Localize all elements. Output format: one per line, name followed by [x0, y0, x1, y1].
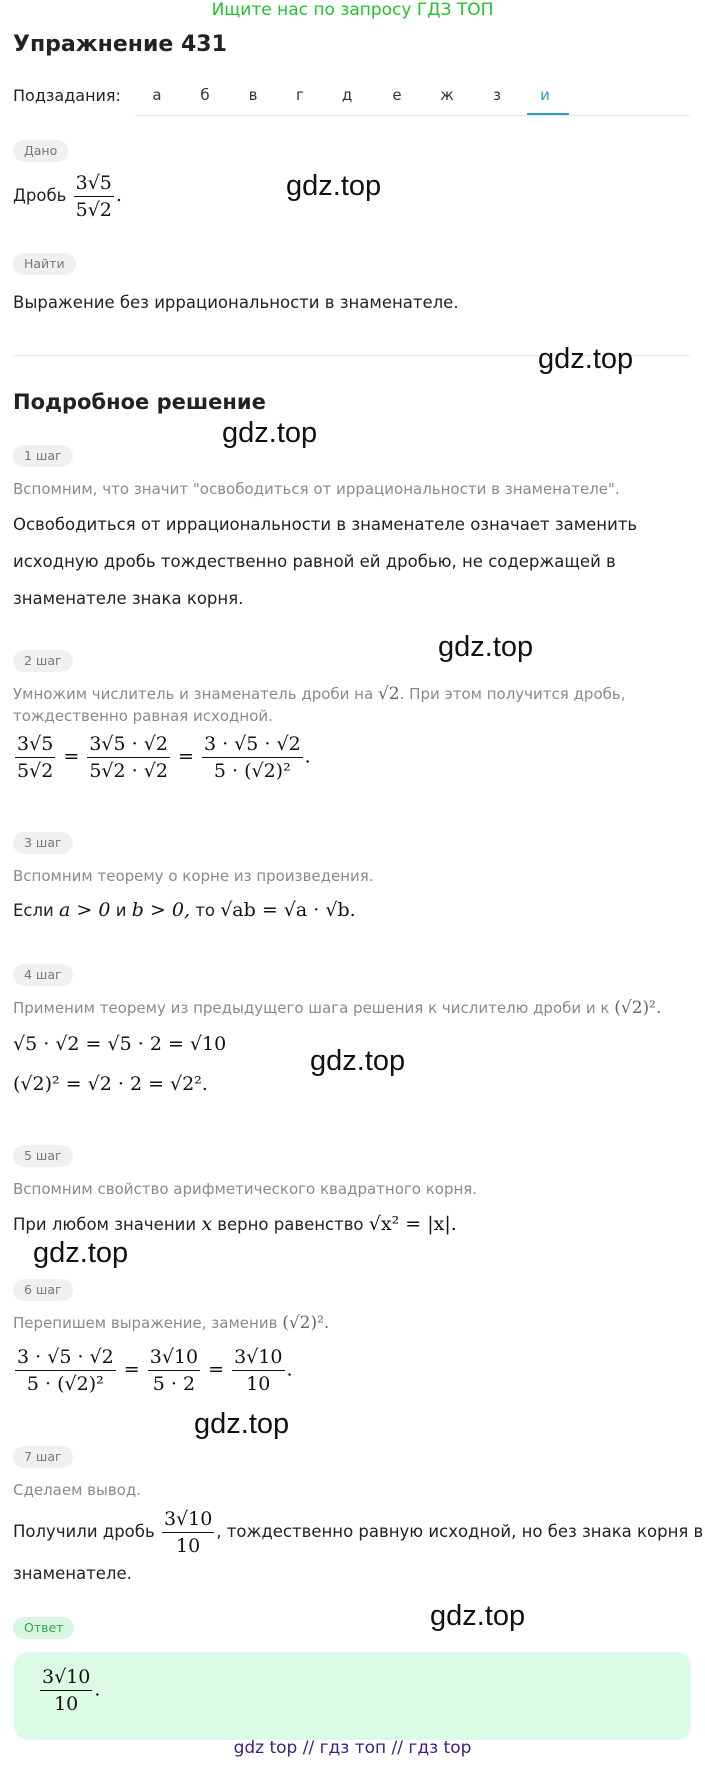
- given-badge: Дано: [13, 140, 68, 162]
- find-text: Выражение без иррациональности в знаменателе.: [13, 293, 459, 312]
- answer-fraction-num: 3√10: [40, 1666, 92, 1691]
- step-2-frac-3-den: 5 · (√2)²: [213, 760, 291, 782]
- step-2-frac-2: [87, 733, 170, 782]
- step-7-fraction-num: 3√10: [162, 1508, 214, 1533]
- answer-badge: Ответ: [13, 1617, 74, 1639]
- step-6-badge: 6 шаг: [13, 1279, 73, 1301]
- watermark: gdz.top: [222, 417, 318, 449]
- step-7-fraction-den: 10: [176, 1535, 201, 1557]
- step-3-formula: √ab = √a · √b.: [220, 899, 356, 921]
- step-6-frac-2-num: 3√10: [148, 1346, 200, 1371]
- watermark: gdz.top: [430, 1600, 526, 1632]
- step-5-text-a: При любом значении: [13, 1215, 197, 1234]
- given-prefix: Дробь: [13, 186, 67, 205]
- step-6-frac-1-den: 5 · (√2)²: [26, 1373, 104, 1395]
- tab-z[interactable]: з: [493, 86, 501, 104]
- watermark: gdz.top: [33, 1237, 129, 1269]
- step-3-cond-b: b > 0,: [131, 899, 190, 921]
- step-2-hint-text-a: Умножим числитель и знаменатель дроби на: [13, 685, 374, 703]
- step-2-equation: [13, 733, 311, 782]
- step-6-frac-2-den: 5 · 2: [152, 1373, 196, 1395]
- step-6-hint-text: Перепишем выражение, заменив: [13, 1314, 278, 1332]
- step-5-formula: √x² = |x|.: [368, 1213, 457, 1235]
- step-1-line-2: исходную дробь тождественно равной ей дробью, не содержащей в: [13, 552, 616, 571]
- step-7-statement: [13, 1508, 703, 1557]
- answer-box: [14, 1652, 691, 1740]
- step-7-hint: Сделаем вывод.: [13, 1481, 142, 1499]
- given-fraction-num: 3√5: [74, 172, 114, 197]
- active-tab-underline: [527, 113, 569, 115]
- step-2-badge: 2 шаг: [13, 650, 73, 672]
- step-4-line-1: √5 · √2 = √5 · 2 = √10: [13, 1033, 227, 1055]
- step-2-frac-3: [202, 733, 303, 782]
- given-fraction: [74, 172, 114, 221]
- answer-end: .: [94, 1678, 101, 1701]
- step-2-hint-line-2: тождественно равная исходной.: [13, 707, 273, 725]
- step-1-badge: 1 шаг: [13, 445, 73, 467]
- top-search-note: Ищите нас по запросу ГДЗ ТОП: [211, 0, 494, 20]
- answer-fraction-den: 10: [54, 1693, 79, 1715]
- tab-g[interactable]: г: [296, 86, 304, 104]
- step-2-frac-2-num: 3√5 · √2: [87, 733, 170, 758]
- step-2-hint-text-b: . При этом получится дробь,: [399, 685, 626, 703]
- step-6-end: .: [286, 1358, 293, 1381]
- step-3-word-esli: Если: [13, 901, 54, 920]
- step-6-frac-3: [232, 1346, 284, 1395]
- step-5-badge: 5 шаг: [13, 1145, 73, 1167]
- tab-i-active[interactable]: и: [540, 86, 550, 104]
- answer-fraction: [40, 1666, 92, 1715]
- tab-v[interactable]: в: [248, 86, 258, 104]
- step-2-frac-3-num: 3 · √5 · √2: [202, 733, 303, 758]
- step-6-hint-math: (√2)².: [282, 1313, 330, 1333]
- footer-links[interactable]: gdz top // гдз топ // гдз top: [233, 1738, 472, 1758]
- given-fraction-den: 5√2: [75, 199, 112, 221]
- step-2-frac-1-den: 5√2: [17, 760, 54, 782]
- step-1-line-3: знаменателе знака корня.: [13, 589, 244, 608]
- watermark: gdz.top: [438, 631, 534, 663]
- tab-a[interactable]: а: [152, 86, 162, 104]
- step-2-frac-1-num: 3√5: [15, 733, 55, 758]
- step-3-badge: 3 шаг: [13, 832, 73, 854]
- step-2-end: .: [304, 745, 311, 768]
- step-6-frac-1-num: 3 · √5 · √2: [15, 1346, 116, 1371]
- step-6-frac-1: [15, 1346, 116, 1395]
- step-5-var-x: x: [201, 1213, 213, 1235]
- step-1-hint: Вспомним, что значит "освободиться от иррациональности в знаменателе".: [13, 480, 620, 498]
- step-7-line-2: знаменателе.: [13, 1564, 132, 1583]
- step-6-eq-1: =: [123, 1358, 140, 1381]
- watermark: gdz.top: [538, 343, 634, 375]
- tabs-divider: [135, 115, 690, 116]
- watermark: gdz.top: [286, 170, 382, 202]
- step-5-hint: Вспомним свойство арифметического квадратного корня.: [13, 1180, 478, 1198]
- step-2-eq-2: =: [177, 745, 194, 768]
- step-4-line-2: (√2)² = √2 · 2 = √2².: [13, 1073, 208, 1095]
- step-4-hint-math: (√2)².: [614, 998, 662, 1018]
- step-4-hint: [13, 998, 661, 1018]
- tab-e[interactable]: е: [392, 86, 402, 104]
- subtasks-label: Подзадания:: [13, 86, 121, 105]
- step-5-text-b: верно равенство: [217, 1215, 364, 1234]
- tab-b[interactable]: б: [200, 86, 210, 104]
- step-4-badge: 4 шаг: [13, 964, 73, 986]
- step-7-suffix: , тождественно равную исходной, но без знака корня в: [216, 1522, 704, 1541]
- step-7-fraction: [162, 1508, 214, 1557]
- tab-zh[interactable]: ж: [440, 86, 454, 104]
- step-2-frac-1: [15, 733, 55, 782]
- given-statement: [13, 172, 122, 221]
- step-6-frac-3-num: 3√10: [232, 1346, 284, 1371]
- step-2-hint-math: √2: [377, 684, 400, 704]
- step-3-cond-a: a > 0: [59, 899, 111, 921]
- step-6-frac-2: [148, 1346, 200, 1395]
- step-4-hint-text: Применим теорему из предыдущего шага решения к числителю дроби и к: [13, 999, 610, 1017]
- step-6-hint: [13, 1313, 329, 1333]
- step-1-line-1: Освободиться от иррациональности в знаменателе означает заменить: [13, 515, 638, 534]
- step-6-frac-3-den: 10: [246, 1373, 271, 1395]
- tab-d[interactable]: д: [341, 86, 353, 104]
- step-7-badge: 7 шаг: [13, 1446, 73, 1468]
- step-2-frac-2-den: 5√2 · √2: [89, 760, 168, 782]
- step-3-word-to: то: [195, 901, 215, 920]
- step-2-eq-1: =: [63, 745, 80, 768]
- given-suffix: .: [115, 184, 122, 206]
- step-3-statement: [13, 899, 356, 921]
- step-7-prefix: Получили дробь: [13, 1522, 155, 1541]
- find-badge: Найти: [13, 253, 76, 275]
- solution-title: Подробное решение: [13, 390, 266, 414]
- step-3-hint: Вспомним теорему о корне из произведения.: [13, 867, 374, 885]
- watermark: gdz.top: [194, 1408, 290, 1440]
- watermark: gdz.top: [310, 1045, 406, 1077]
- step-2-hint-line-1: [13, 684, 625, 704]
- step-5-statement: [13, 1213, 457, 1235]
- step-3-word-i: и: [115, 901, 127, 920]
- answer-expression: [38, 1666, 100, 1715]
- step-6-eq-2: =: [208, 1358, 225, 1381]
- step-6-equation: [13, 1346, 293, 1395]
- page-title: Упражнение 431: [13, 32, 227, 57]
